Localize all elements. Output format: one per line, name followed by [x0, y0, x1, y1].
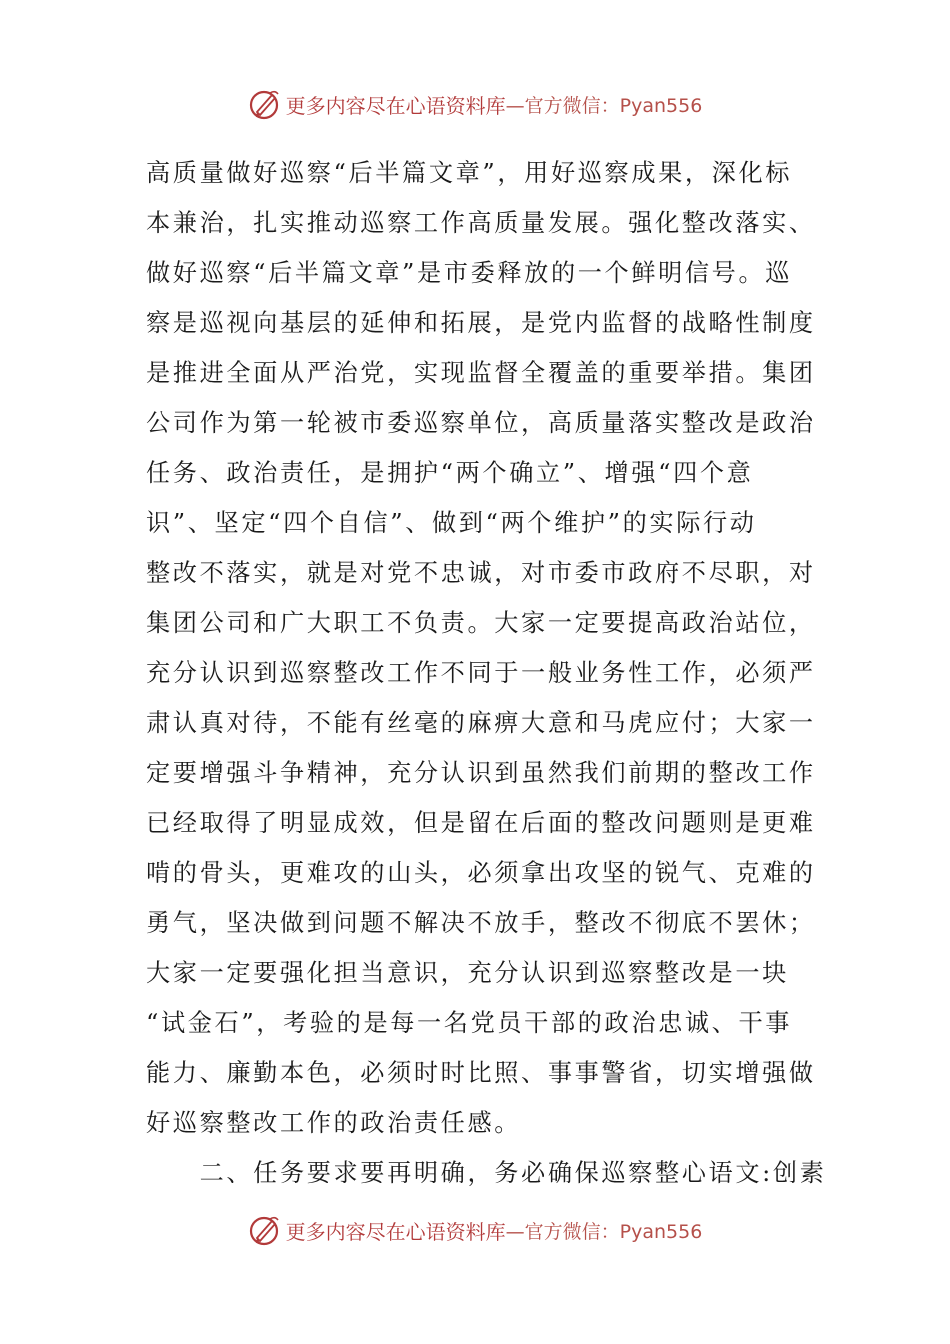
- body-line: 啃的骨头，更难攻的山头，必须拿出攻坚的锐气、克难的: [146, 859, 816, 887]
- pen-logo-icon: [248, 87, 282, 121]
- body-line: 集团公司和广大职工不负责。大家一定要提高政治站位，: [146, 609, 816, 637]
- footer-watermark: [0, 1210, 950, 1250]
- footer-wechat-text: —官方微信：Pyan556: [505, 1220, 703, 1243]
- body-line: 好巡察整改工作的政治责任感。: [146, 1109, 522, 1137]
- body-line: 勇气，坚决做到问题不解决不放手，整改不彻底不罢休；: [146, 909, 816, 937]
- pen-logo-icon: [248, 1213, 282, 1247]
- body-line: 已经取得了明显成效，但是留在后面的整改问题则是更难: [146, 809, 816, 837]
- body-line: 高质量做好巡察“后半篇文章”，用好巡察成果，深化标: [146, 159, 793, 187]
- header-watermark: [0, 84, 950, 124]
- body-line: 充分认识到巡察整改工作不同于一般业务性工作，必须严: [146, 659, 816, 687]
- body-line: 公司作为第一轮被市委巡察单位，高质量落实整改是政治: [146, 409, 816, 437]
- body-line: 整改不落实，就是对党不忠诚，对市委市政府不尽职，对: [146, 559, 816, 587]
- body-line: 定要增强斗争精神，充分认识到虽然我们前期的整改工作: [146, 759, 816, 787]
- body-line: 本兼治，扎实推动巡察工作高质量发展。强化整改落实、: [146, 209, 816, 237]
- body-line: 识”、坚定“四个自信”、做到“两个维护”的实际行动: [146, 509, 757, 537]
- body-line: 任务、政治责任，是拥护“两个确立”、增强“四个意: [146, 459, 754, 487]
- body-line: 肃认真对待，不能有丝毫的麻痹大意和马虎应付；大家一: [146, 709, 816, 737]
- body-line: 是推进全面从严治党，实现监督全覆盖的重要举措。集团: [146, 359, 816, 387]
- footer-brand-text: 更多内容尽在心语资料库: [285, 1219, 506, 1244]
- body-line: 察是巡视向基层的延伸和拓展，是党内监督的战略性制度: [146, 309, 816, 337]
- header-brand-text: 更多内容尽在心语资料库: [285, 93, 506, 118]
- header-wechat-text: —官方微信：Pyan556: [505, 94, 703, 117]
- document-body: [146, 148, 827, 1198]
- section-heading-line: 二、任务要求要再明确，务必确保巡察整心语文:创素: [146, 1159, 827, 1187]
- body-line: 能力、廉勤本色，必须时时比照、事事警省，切实增强做: [146, 1059, 816, 1087]
- body-line: “试金石”，考验的是每一名党员干部的政治忠诚、干事: [146, 1009, 793, 1037]
- body-line: 大家一定要强化担当意识，充分认识到巡察整改是一块: [146, 959, 789, 987]
- body-line: 做好巡察“后半篇文章”是市委释放的一个鲜明信号。巡: [146, 259, 793, 287]
